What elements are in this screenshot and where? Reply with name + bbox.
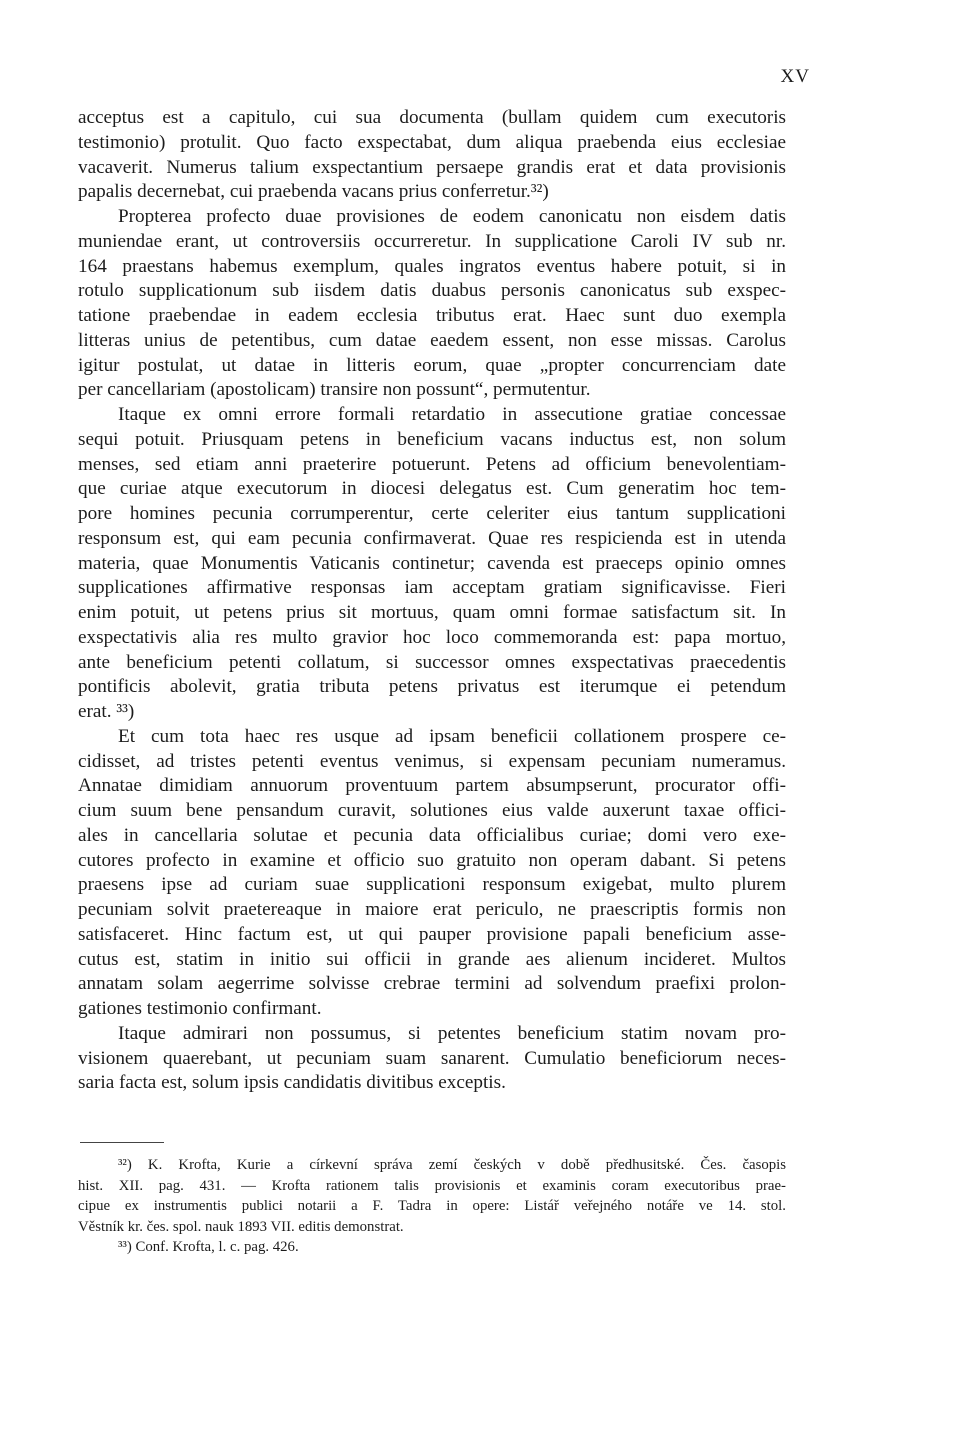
text-line: igitur postulat, ut datae in litteris eorum, quae „propter concurrenciam date	[78, 354, 786, 376]
text-line: Annatae dimidiam annuorum proventuum partem absumpserunt, procurator offi-	[78, 775, 786, 797]
text-line: sequi potuit. Priusquam petens in beneficium vacans inductus est, non solum	[78, 428, 786, 450]
text-line: supplicationes affirmative responsas iam acceptam gratiam significavisse. Fieri	[78, 577, 786, 599]
text-line: papalis decernebat, cui praebenda vacans prius conferretur.³²)	[78, 181, 549, 203]
text-line: muniendae erant, ut controversiis occurreretur. In supplicatione Caroli IV sub nr.	[78, 230, 786, 252]
text-line: visionem quaerebant, ut pecuniam suam sanarent. Cumulatio beneficiorum neces-	[78, 1047, 786, 1069]
footnotes	[78, 1155, 786, 1258]
footnote-line: hist. XII. pag. 431. — Krofta rationem talis provisionis et examinis coram executoribus prae-	[78, 1177, 786, 1194]
footnote-line: cipue ex instrumentis publici notarii a F. Tadra in opere: Listář veřejného notáře ve 14. stol.	[78, 1198, 786, 1214]
footnote-line: ³²) K. Krofta, Kurie a církevní správa zemí českých v době předhusitské. Čes. časopis	[118, 1157, 786, 1173]
body-text	[78, 106, 786, 1096]
text-line: menses, sed etiam anni praeterire potuerunt. Petens ad officium benevolentiam-	[78, 453, 786, 475]
text-line: acceptus est a capitulo, cui sua documenta (bullam quidem cum executoris	[78, 107, 786, 128]
text-line: enim potuit, ut petens prius sit mortuus, quam omni formae satisfactum sit. In	[78, 602, 786, 623]
text-line: cium suum bene pensandum curavit, solutiones eius valde auxerunt taxae offici-	[78, 800, 786, 821]
text-line: pontificis abolevit, gratia tributa petens privatus est iterumque ei petendum	[78, 676, 786, 698]
text-line: pecuniam solvit praetereaque in maiore erat periculo, ne praescriptis formis non	[78, 899, 786, 920]
text-line: 164 praestans habemus exemplum, quales ingratos eventus habere potuit, si in	[78, 255, 786, 277]
footnote-line: Věstník kr. čes. spol. nauk 1893 VII. editis demonstrat.	[78, 1218, 404, 1235]
text-line: gationes testimonio confirmant.	[78, 998, 322, 1019]
text-line: Et cum tota haec res usque ad ipsam beneficii collationem prospere ce-	[118, 725, 786, 747]
text-line: Itaque admirari non possumus, si petentes beneficium statim novam pro-	[118, 1022, 786, 1044]
text-line: testimonio) protulit. Quo facto exspectabat, dum aliqua praebenda eius ecclesiae	[78, 131, 786, 153]
text-line: ante beneficium petenti collatum, si successor omnes exspectativas praecedentis	[78, 651, 786, 673]
text-line: Propterea profecto duae provisiones de eodem canonicatu non eisdem datis	[118, 206, 786, 227]
text-line: ales in cancellaria solutae et pecunia data officialibus curiae; domi vero exe-	[78, 824, 786, 846]
page-number: XV	[780, 66, 810, 87]
text-line: vacaverit. Numerus talium exspectantium persaepe grandis erat et data provisionis	[78, 156, 786, 178]
text-line: responsum est, qui eam pecunia confirmaverat. Quae res respicienda est in utenda	[78, 527, 786, 549]
text-line: rotulo supplicationum sub iisdem datis duabus personis canonicatus sub exspec-	[78, 280, 786, 302]
text-line: tatione praebendae in eadem ecclesia tributus erat. Haec sunt duo exempla	[78, 305, 786, 326]
text-line: annatam solam aegerrime solvisse crebrae termini ad solvendum praefixi prolon-	[78, 973, 786, 995]
text-line: materia, quae Monumentis Vaticanis continetur; cavenda est praeceps opinio omnes	[78, 552, 786, 574]
text-line: per cancellariam (apostolicam) transire non possunt“, permutentur.	[78, 379, 591, 401]
text-line: erat. ³³)	[78, 701, 135, 722]
text-line: cidisset, ad tristes petenti eventus venimus, si expensam pecuniam numeramus.	[78, 750, 786, 772]
text-line: litteras unius de petentibus, cum datae eaedem essent, non esse missas. Carolus	[78, 329, 786, 351]
text-line: satisfaceret. Hinc factum est, ut qui pauper provisione papali beneficium asse-	[78, 923, 786, 945]
text-line: pore homines pecunia corrumperentur, certe celeriter eius tantum supplicationi	[78, 503, 786, 524]
text-line: praesens ipse ad curiam suae supplicationi responsum exigebat, multo plurem	[78, 874, 786, 896]
text-line: saria facta est, solum ipsis candidatis divitibus exceptis.	[78, 1072, 506, 1094]
footnote-separator	[80, 1142, 164, 1143]
footnote-line: ³³) Conf. Krofta, l. c. pag. 426.	[118, 1239, 299, 1255]
text-line: cutores profecto in examine et officio suo gratuito non operam dabant. Si petens	[78, 849, 786, 871]
text-line: que curiae atque executorum in diocesi delegatus est. Cum generatim hoc tem-	[78, 478, 786, 500]
text-line: exspectativis alia res multo gravior hoc loco commemoranda est: papa mortuo,	[78, 626, 786, 648]
text-line: cutus est, statim in initio sui officii in grande aes alienum incideret. Multos	[78, 948, 786, 970]
text-line: Itaque ex omni errore formali retardatio in assecutione gratiae concessae	[118, 404, 786, 425]
